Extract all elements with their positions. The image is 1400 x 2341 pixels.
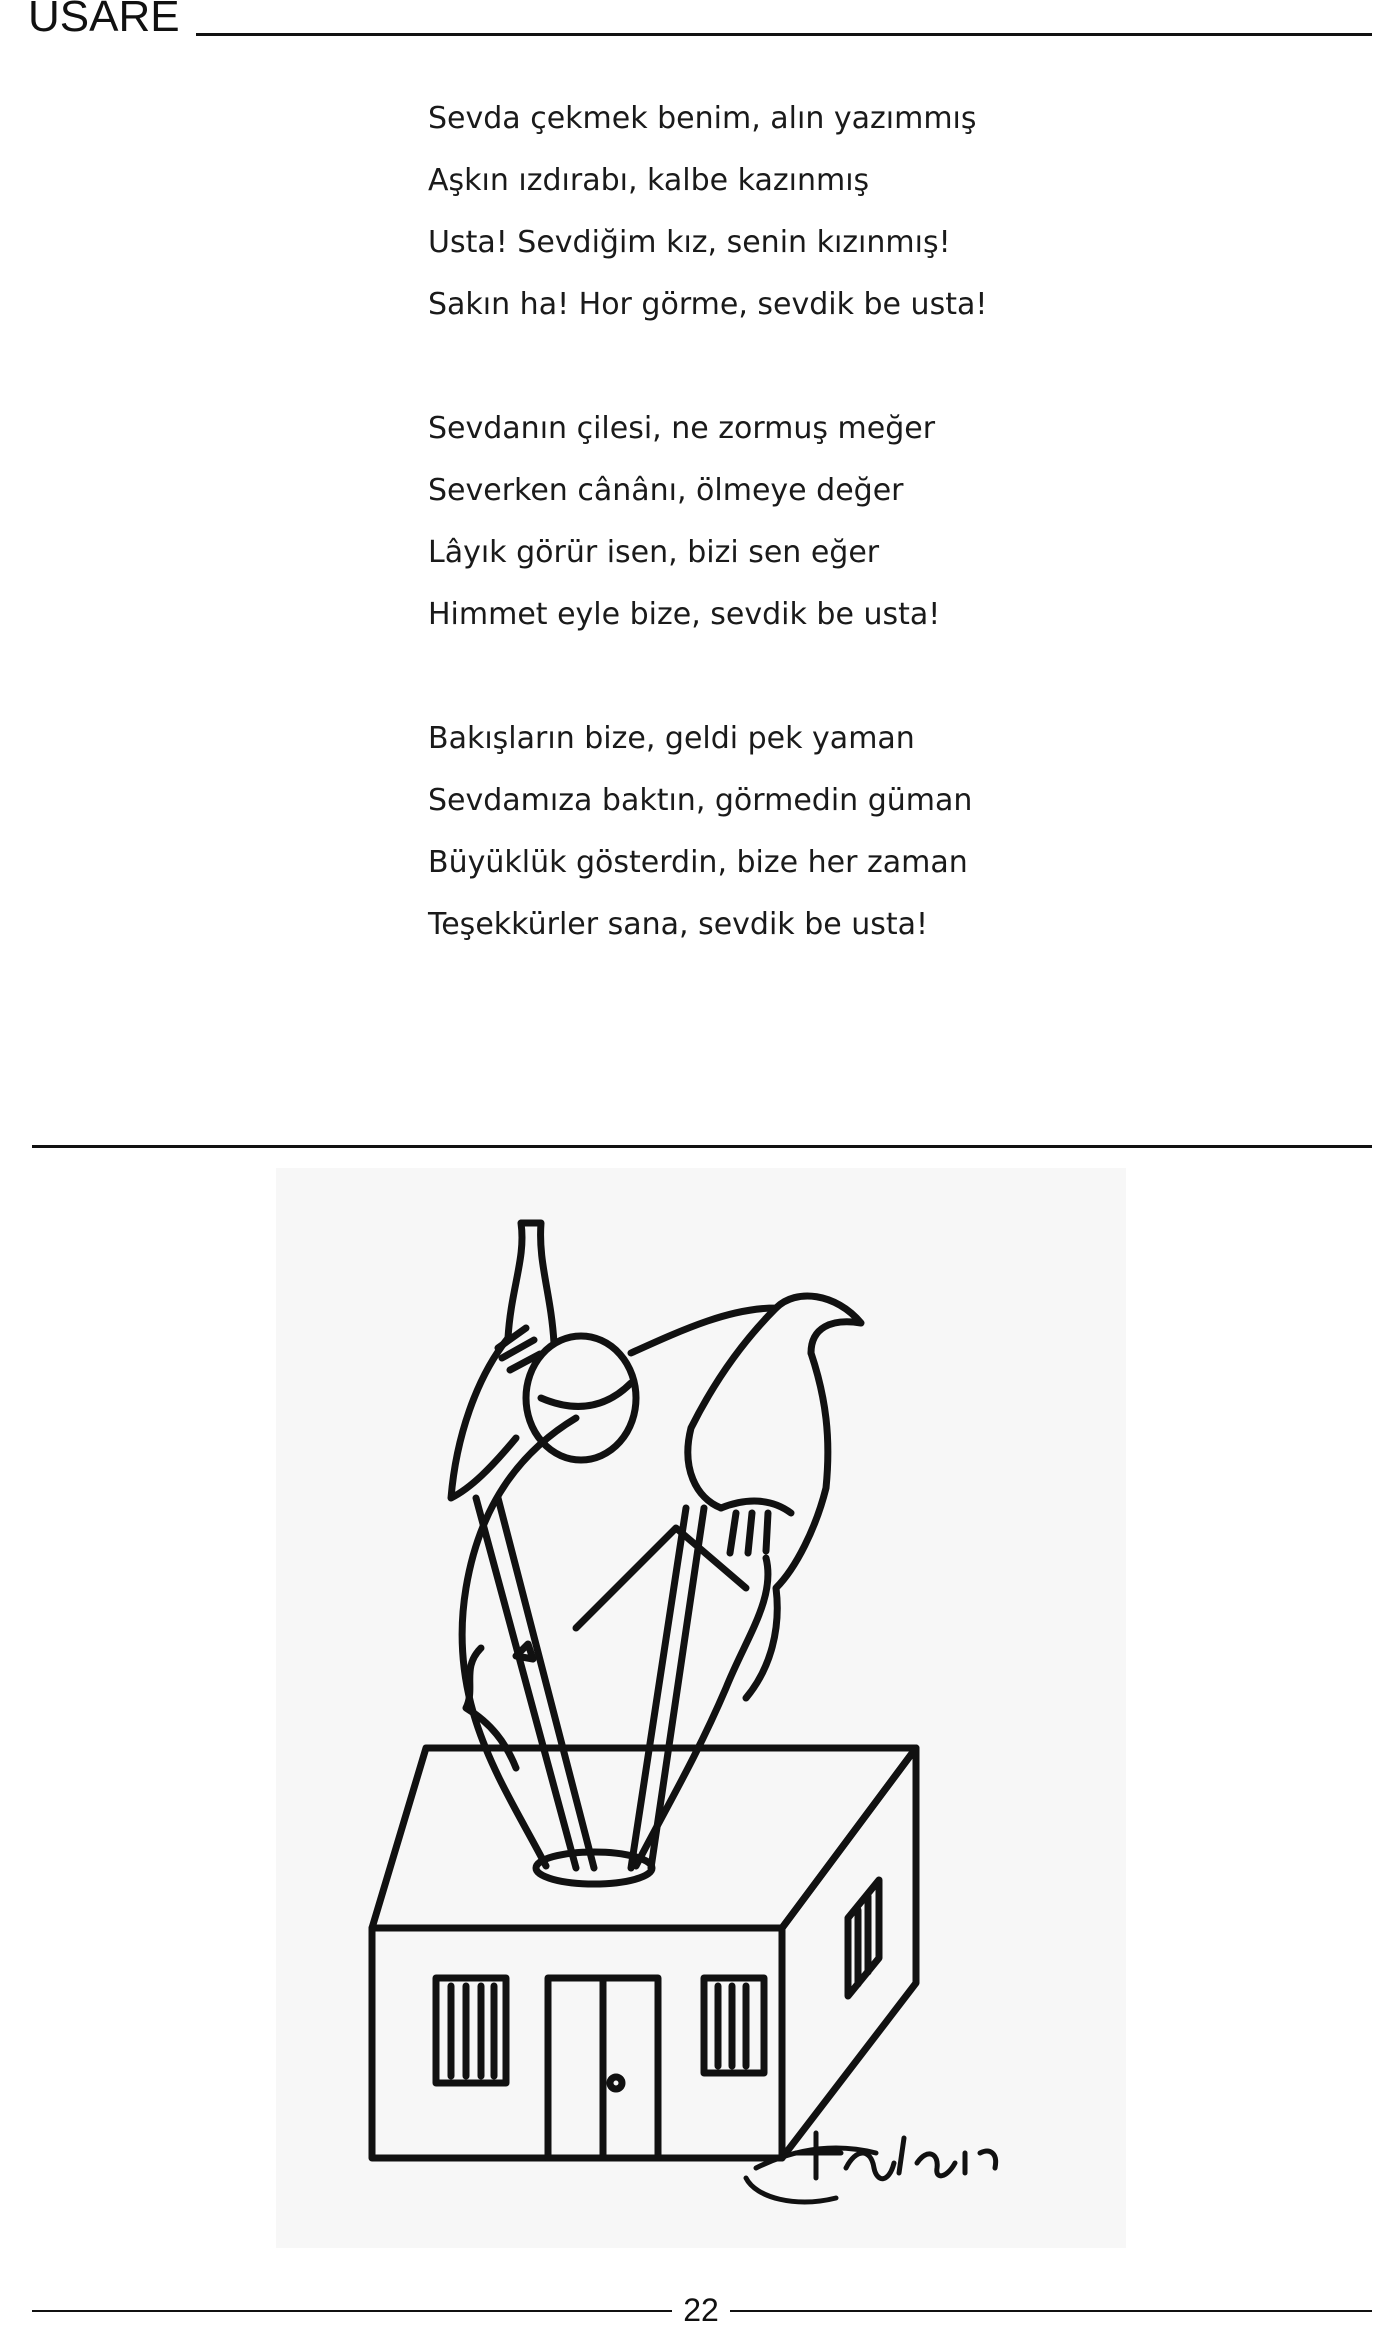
cartoon-illustration bbox=[276, 1168, 1126, 2248]
page-number: 22 bbox=[683, 2292, 719, 2328]
stanza-2 bbox=[428, 398, 1328, 646]
house-window-side bbox=[848, 1880, 879, 1996]
verse-line: Teşekkürler sana, sevdik be usta! bbox=[428, 907, 929, 942]
verse-line: Sevdamıza baktın, görmedin güman bbox=[428, 783, 973, 818]
verse-line: Lâyık görür isen, bizi sen eğer bbox=[428, 535, 880, 570]
stanza-1 bbox=[428, 88, 1328, 336]
figure-leg bbox=[476, 1498, 576, 1868]
footer-rule-left bbox=[32, 2310, 672, 2312]
page-header bbox=[0, 0, 1400, 45]
footer-rule-right bbox=[730, 2310, 1372, 2312]
verse-line: Aşkın ızdırabı, kalbe kazınmış bbox=[428, 163, 870, 198]
bottle bbox=[508, 1223, 554, 1343]
stanza-3 bbox=[428, 708, 1328, 956]
section-divider bbox=[32, 1145, 1372, 1148]
verse-line: Bakışların bize, geldi pek yaman bbox=[428, 721, 915, 756]
figure-hand bbox=[721, 1501, 791, 1553]
verse-line: Sevdanın çilesi, ne zormuş meğer bbox=[428, 411, 936, 446]
verse-line: Himmet eyle bize, sevdik be usta! bbox=[428, 597, 941, 632]
cartoon-drawing bbox=[276, 1168, 1126, 2248]
verse-line: Severken cânânı, ölmeye değer bbox=[428, 473, 904, 508]
header-rule bbox=[196, 33, 1372, 36]
verse-line: Usta! Sevdiğim kız, senin kızınmış! bbox=[428, 225, 951, 260]
verse-line: Sakın ha! Hor görme, sevdik be usta! bbox=[428, 287, 988, 322]
verse-line: Büyüklük gösterdin, bize her zaman bbox=[428, 845, 968, 880]
poem bbox=[428, 88, 1328, 1018]
magazine-title: USARE bbox=[28, 0, 180, 41]
verse-line: Sevda çekmek benim, alın yazımmış bbox=[428, 101, 977, 136]
page-footer bbox=[0, 2290, 1400, 2330]
